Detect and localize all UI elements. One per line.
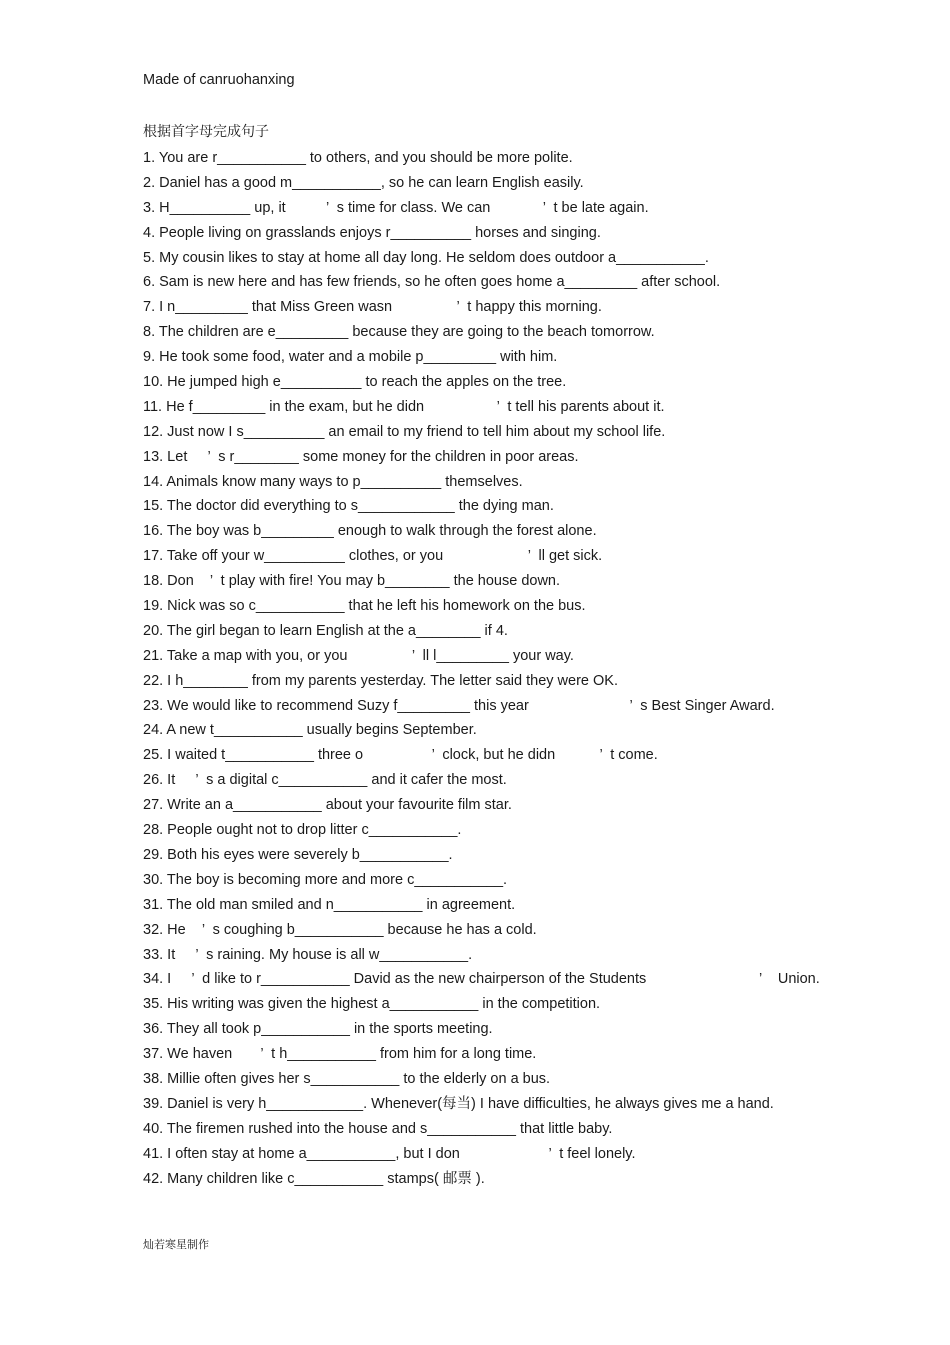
sentence-item: 40. The firemen rushed into the house and s___________ that little baby. bbox=[143, 1120, 613, 1137]
sentence-item: 26. It ’ s a digital c___________ and it cafer the most. bbox=[143, 772, 507, 789]
sentence-item: 25. I waited t___________ three o ’ clock, but he didn ’ t come. bbox=[143, 747, 658, 764]
sentence-item: 8. The children are e_________ because they are going to the beach tomorrow. bbox=[143, 324, 655, 341]
sentence-item: 3. H__________ up, it ’ s time for class. We can ’ t be late again. bbox=[143, 199, 649, 216]
sentence-item: 11. He f_________ in the exam, but he didn ’ t tell his parents about it. bbox=[143, 398, 665, 415]
sentence-item: 24. A new t___________ usually begins September. bbox=[143, 722, 477, 739]
sentence-item: 36. They all took p___________ in the sports meeting. bbox=[143, 1021, 493, 1038]
sentence-item: 32. He ’ s coughing b___________ because he has a cold. bbox=[143, 921, 537, 938]
sentence-item: 2. Daniel has a good m___________, so he can learn English easily. bbox=[143, 174, 584, 191]
sentence-item: 23. We would like to recommend Suzy f_________ this year ’ s Best Singer Award. bbox=[143, 697, 775, 714]
sentence-item: 27. Write an a___________ about your favourite film star. bbox=[143, 797, 512, 814]
sentence-item: 6. Sam is new here and has few friends, so he often goes home a_________ after school. bbox=[143, 274, 721, 291]
sentence-item: 39. Daniel is very h____________. Whenever(每当) I have difficulties, he always gives me a hand. bbox=[143, 1095, 774, 1112]
document-header: Made of canruohanxing bbox=[143, 72, 295, 88]
sentence-item: 16. The boy was b_________ enough to walk through the forest alone. bbox=[143, 523, 597, 540]
sentence-item: 5. My cousin likes to stay at home all day long. He seldom does outdoor a___________. bbox=[143, 249, 709, 266]
sentence-item: 20. The girl began to learn English at the a________ if 4. bbox=[143, 622, 508, 639]
document-footer: 灿若寒星制作 bbox=[143, 1238, 209, 1251]
sentence-item: 30. The boy is becoming more and more c___________. bbox=[143, 871, 508, 888]
sentence-item: 9. He took some food, water and a mobile p_________ with him. bbox=[143, 349, 558, 366]
sentence-item: 29. Both his eyes were severely b___________. bbox=[143, 846, 453, 863]
sentence-item: 18. Don ’ t play with fire! You may b________ the house down. bbox=[143, 573, 561, 590]
sentence-item: 38. Millie often gives her s___________ to the elderly on a bus. bbox=[143, 1070, 551, 1087]
sentence-item: 31. The old man smiled and n___________ in agreement. bbox=[143, 896, 516, 913]
sentence-item: 28. People ought not to drop litter c___________. bbox=[143, 822, 462, 839]
sentence-list bbox=[143, 146, 883, 1191]
sentence-item: 12. Just now I s__________ an email to my friend to tell him about my school life. bbox=[143, 423, 666, 440]
sentence-item: 1. You are r___________ to others, and you should be more polite. bbox=[143, 150, 573, 166]
sentence-item: 34. I ’ d like to r___________ David as the new chairperson of the Students ’ Union. bbox=[143, 971, 820, 988]
sentence-item: 22. I h________ from my parents yesterday. The letter said they were OK. bbox=[143, 672, 618, 689]
sentence-item: 7. I n_________ that Miss Green wasn ’ t happy this morning. bbox=[143, 299, 602, 316]
sentence-item: 15. The doctor did everything to s____________ the dying man. bbox=[143, 498, 554, 515]
sentence-item: 33. It ’ s raining. My house is all w___________. bbox=[143, 946, 473, 963]
sentence-item: 21. Take a map with you, or you ’ ll l_________ your way. bbox=[143, 647, 574, 664]
sentence-item: 35. His writing was given the highest a___________ in the competition. bbox=[143, 996, 601, 1013]
sentence-item: 4. People living on grasslands enjoys r__________ horses and singing. bbox=[143, 224, 601, 241]
sentence-item: 17. Take off your w__________ clothes, or you ’ ll get sick. bbox=[143, 548, 603, 565]
sentence-item: 10. He jumped high e__________ to reach the apples on the tree. bbox=[143, 374, 567, 391]
sentence-item: 42. Many children like c___________ stamps( 邮票 ). bbox=[143, 1170, 485, 1187]
sentence-item: 37. We haven ’ t h___________ from him for a long time. bbox=[143, 1046, 537, 1063]
sentence-item: 41. I often stay at home a___________, but I don ’ t feel lonely. bbox=[143, 1145, 636, 1162]
sentence-item: 14. Animals know many ways to p__________ themselves. bbox=[143, 473, 523, 490]
sentence-item: 13. Let ’ s r________ some money for the children in poor areas. bbox=[143, 448, 579, 465]
sentence-item: 19. Nick was so c___________ that he left his homework on the bus. bbox=[143, 598, 586, 615]
section-title: 根据首字母完成句子 bbox=[143, 124, 269, 140]
